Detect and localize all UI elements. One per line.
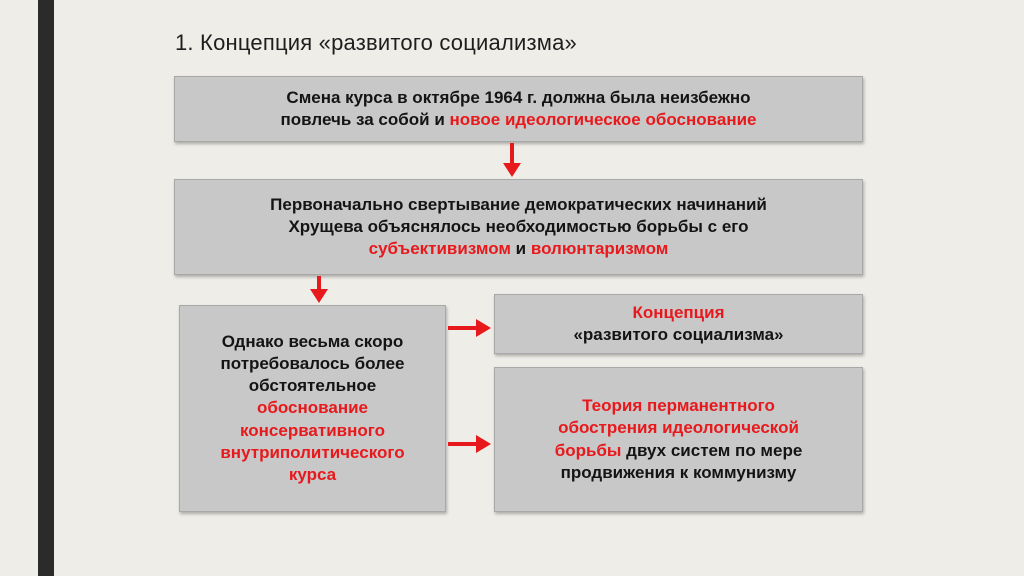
left-accent-bar [38, 0, 54, 576]
box3-highlight-1: обоснование [256, 398, 368, 418]
box-conservative-justification [179, 305, 446, 512]
box3-highlight-2: консервативного [239, 420, 385, 440]
box2-highlight-voluntarism: волюнтаризмом [530, 239, 669, 259]
box3-highlight-4: курса [288, 464, 337, 484]
box3-line1: Однако весьма скоро [221, 332, 404, 352]
box2-line1: Первоначально свертывание демократических начинаний [270, 194, 767, 214]
box1-line2: повлечь за собой и [280, 110, 450, 129]
box3-highlight-3: внутриполитического [220, 442, 405, 462]
box-course-change [174, 76, 863, 142]
box1-line1: Смена курса в октябре 1964 г. должна была неизбежно [286, 87, 751, 107]
box2-highlight-subjectivism: субъективизмом [368, 239, 511, 259]
box5-highlight-3: борьбы [554, 440, 622, 460]
box4-line2: «развитого социализма» [573, 325, 784, 344]
box4-line1: Концепция [632, 302, 725, 322]
box2-line2: Хрущева объяснялось необходимостью борьбы с его [288, 216, 749, 236]
arrow-down-1-icon [503, 143, 521, 177]
box5-highlight-1: Теория перманентного [582, 396, 775, 416]
arrow-right-2-icon [448, 435, 491, 453]
box1-highlight: новое идеологическое обоснование [449, 110, 757, 129]
box5-line4: продвижения к коммунизму [560, 462, 797, 482]
arrow-right-1-icon [448, 319, 491, 337]
arrow-down-2-icon [310, 276, 328, 303]
box3-line2: потребовалось более [220, 354, 405, 374]
box5-highlight-2: обострения идеологической [558, 418, 799, 438]
box-permanent-struggle-theory [494, 367, 863, 512]
box-initial-curtailment [174, 179, 863, 275]
box-developed-socialism-concept [494, 294, 863, 354]
box3-line3: обстоятельное [248, 376, 377, 396]
box5-line3-rest: двух систем по мере [621, 440, 803, 460]
box2-and: и [510, 239, 531, 259]
slide-title: 1. Концепция «развитого социализма» [175, 30, 577, 55]
